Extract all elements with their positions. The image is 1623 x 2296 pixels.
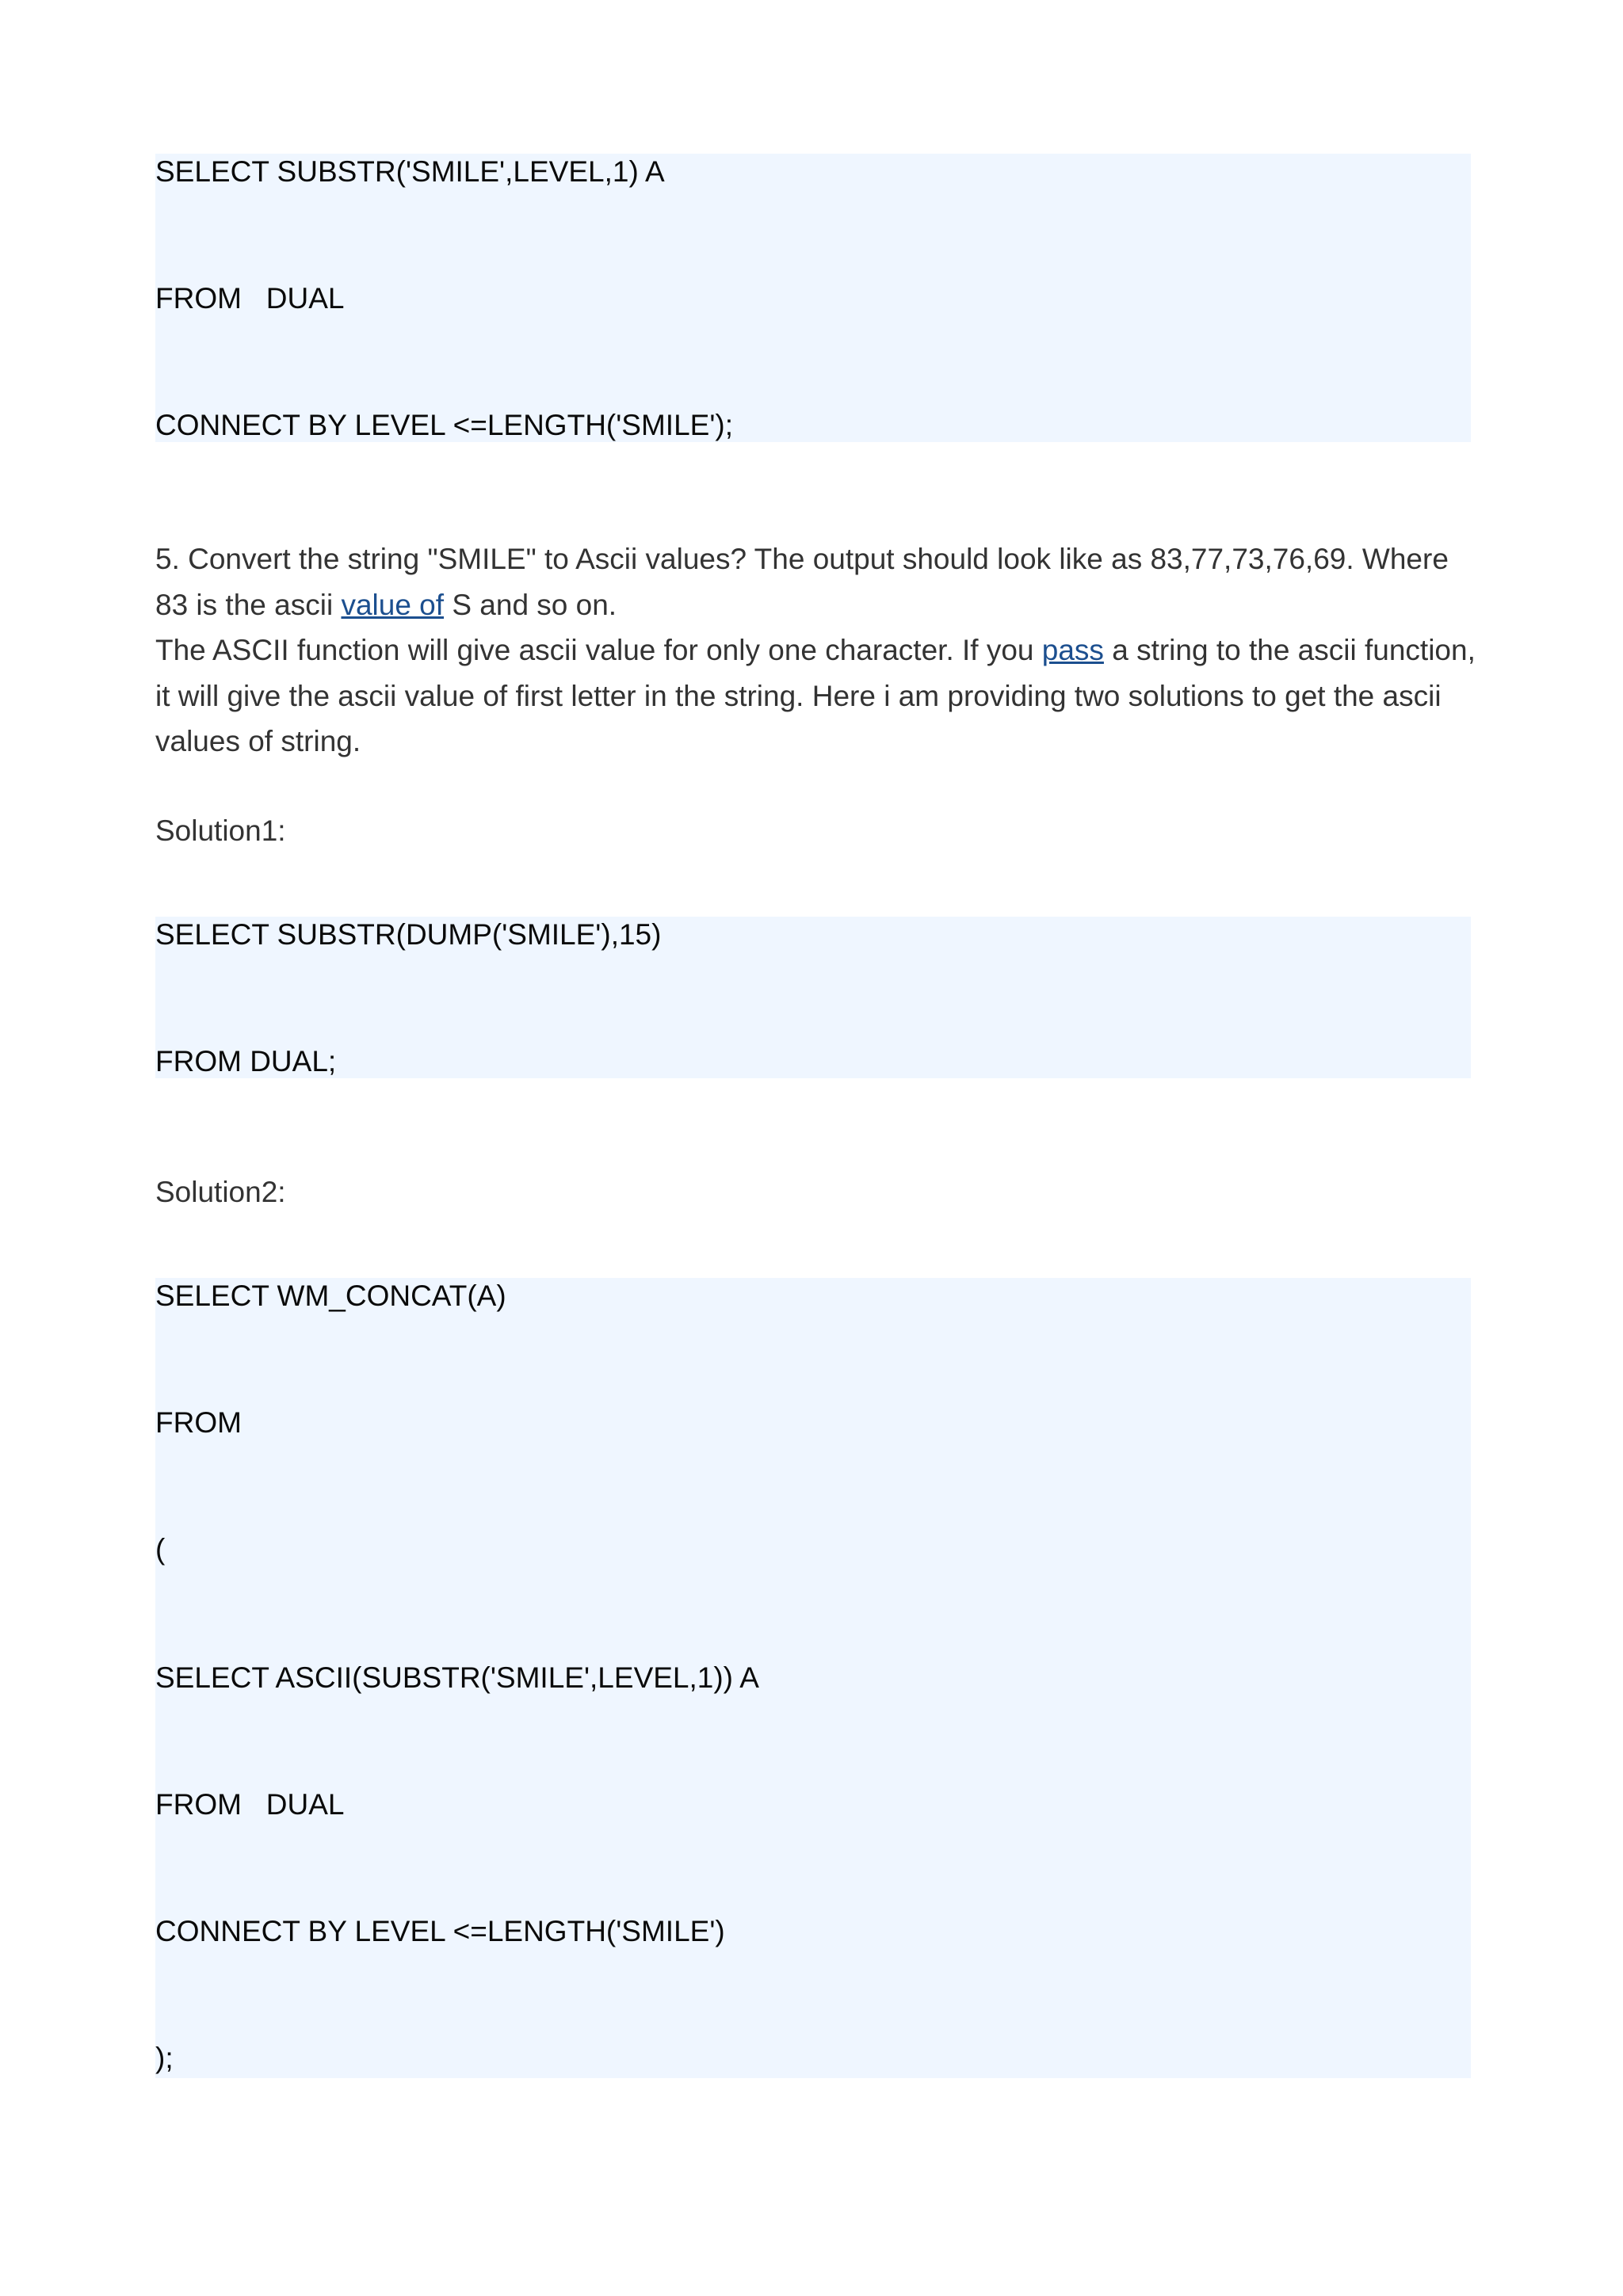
value-of-link[interactable]: value of — [341, 588, 445, 621]
pass-link[interactable]: pass — [1041, 634, 1104, 666]
code-block-solution2 — [155, 1278, 1471, 2078]
explanation-text: a string to the ascii function, it will give the ascii value of first letter in the string. Here i am providing two solutions to get the ascii values of string. — [155, 634, 1476, 757]
code-line: SELECT WM_CONCAT(A) — [155, 1280, 506, 1312]
explanation-text: The ASCII function will give ascii value for only one character. If you — [155, 634, 1042, 666]
code-line: CONNECT BY LEVEL <=LENGTH('SMILE'); — [155, 409, 733, 441]
code-line: SELECT SUBSTR(DUMP('SMILE'),15) — [155, 918, 662, 951]
code-line: FROM DUAL — [155, 1788, 345, 1821]
question-text: 5. Convert the string "SMILE" to Ascii values? The output should look like as 83,77,73,76,69. Where 83 is the ascii — [155, 543, 1449, 621]
code-block-substr — [155, 154, 1471, 442]
solution1-label: Solution1: — [155, 814, 286, 847]
code-line: CONNECT BY LEVEL <=LENGTH('SMILE') — [155, 1915, 725, 1947]
solution2-label: Solution2: — [155, 1176, 286, 1208]
code-line: ( — [155, 1533, 166, 1566]
code-line: FROM — [155, 1406, 242, 1439]
question-text: S and so on. — [444, 588, 617, 621]
code-line: SELECT SUBSTR('SMILE',LEVEL,1) A — [155, 155, 665, 188]
code-line: FROM DUAL; — [155, 1045, 337, 1077]
question-paragraph — [155, 536, 1487, 765]
code-line: ); — [155, 2042, 174, 2074]
code-block-solution1 — [155, 917, 1471, 1078]
code-line: FROM DUAL — [155, 282, 345, 315]
code-line: SELECT ASCII(SUBSTR('SMILE',LEVEL,1)) A — [155, 1661, 759, 1694]
